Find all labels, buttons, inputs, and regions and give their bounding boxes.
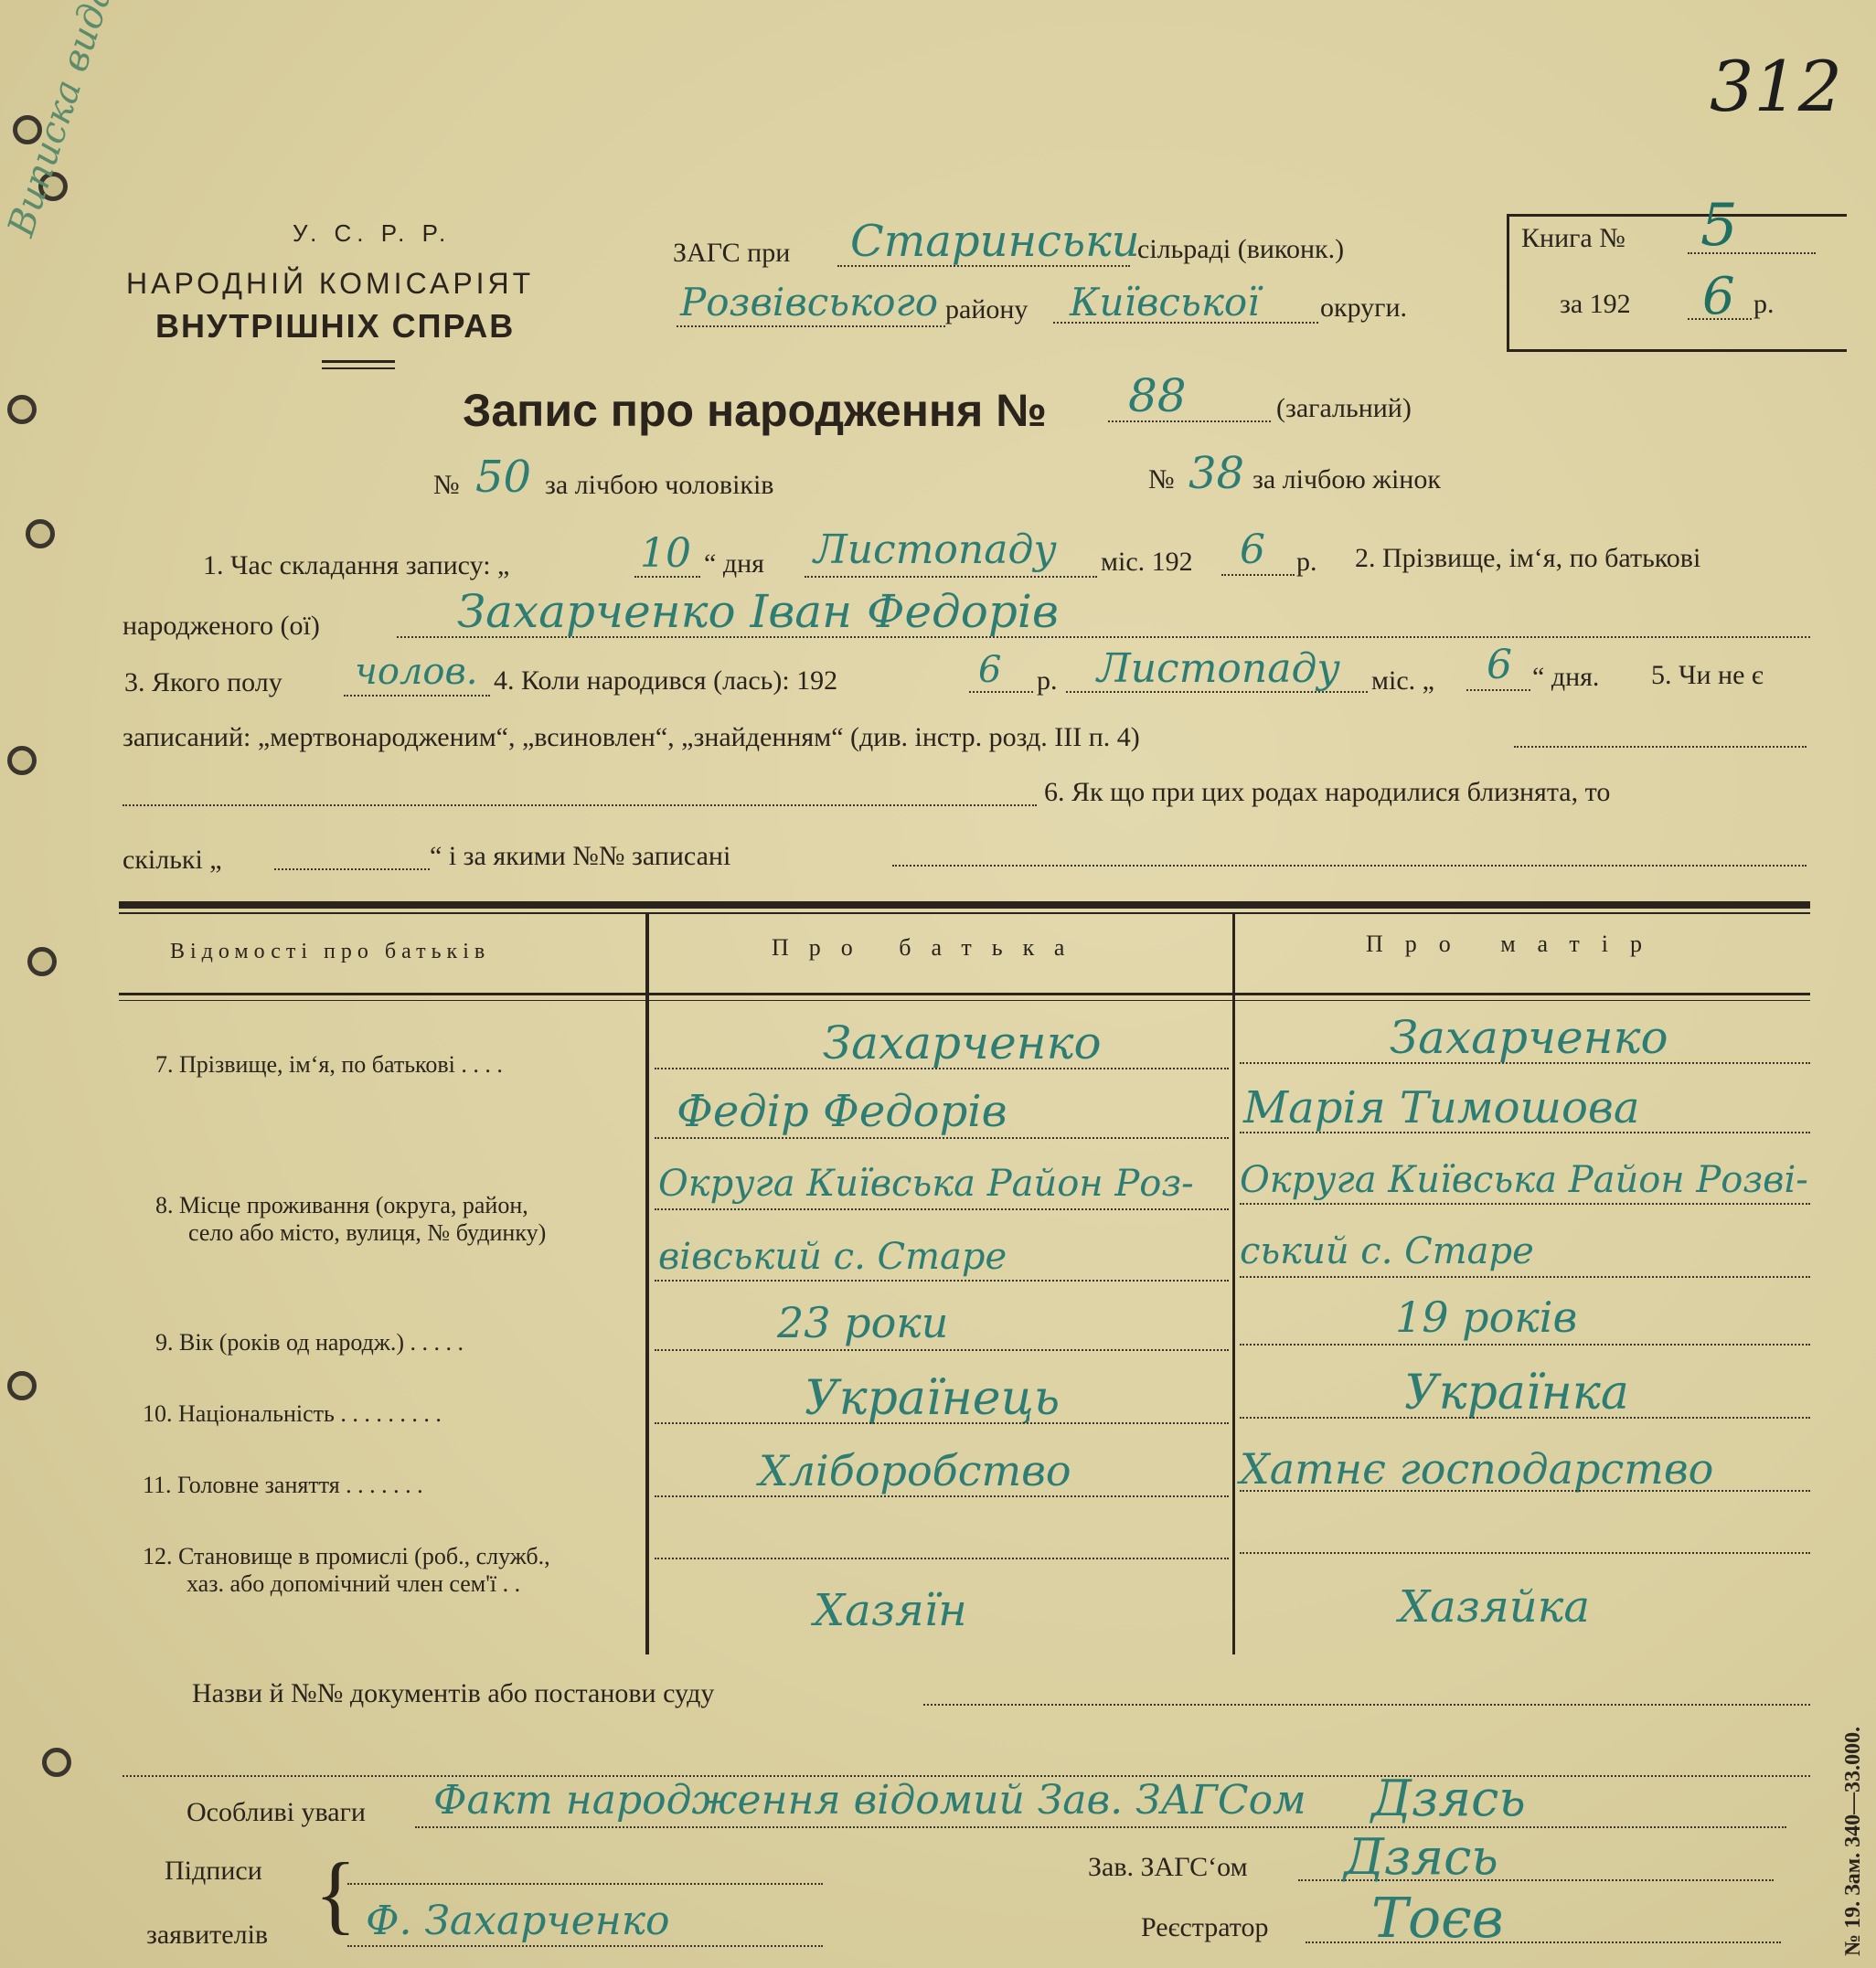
table-row-11-label: 11. Головне заняття . . . . . . . bbox=[143, 1472, 423, 1498]
field-3-field bbox=[344, 695, 490, 697]
table-row-8-father-line-2 bbox=[655, 1280, 1229, 1282]
field-1-year-value: 6 bbox=[1240, 527, 1265, 573]
header-rule bbox=[322, 367, 395, 369]
field-4-year-value: 6 bbox=[978, 649, 1002, 691]
registrar-signature: Тоєв bbox=[1371, 1887, 1504, 1951]
notes-field bbox=[415, 1826, 1786, 1828]
table-row-8-label: 8. Місце проживання (округа, район, bbox=[155, 1192, 528, 1218]
signatures-label: Підписи bbox=[165, 1856, 262, 1886]
binder-hole bbox=[42, 1748, 71, 1777]
field-1-month-value: Листопаду bbox=[814, 527, 1057, 573]
field-4-label: 4. Коли народився (лась): 192 bbox=[494, 665, 838, 696]
table-row-12-mother-line bbox=[1240, 1552, 1810, 1554]
men-count-prefix: № bbox=[433, 470, 460, 500]
field-1-year-field bbox=[1221, 574, 1295, 576]
table-row-10-mother: Українка bbox=[1404, 1366, 1629, 1420]
table-row-10-father-line bbox=[655, 1422, 1229, 1424]
men-count-value: 50 bbox=[475, 452, 532, 503]
zags-okruha-value: Київської bbox=[1070, 280, 1260, 324]
women-count-label: за лічбою жінок bbox=[1252, 464, 1441, 495]
table-row-11-mother-line bbox=[1240, 1490, 1810, 1492]
page-title: Запис про народження № bbox=[463, 385, 1047, 436]
book-box-top bbox=[1507, 214, 1847, 217]
documents-field bbox=[923, 1704, 1810, 1706]
header-ussr: У. С. Р. Р. bbox=[293, 219, 452, 247]
field-1-month-field bbox=[805, 576, 1097, 578]
table-row-10-label: 10. Національність . . . . . . . . . bbox=[143, 1400, 442, 1427]
field-4-day-value: 6 bbox=[1487, 642, 1512, 688]
applicants-label: заявителів bbox=[146, 1920, 269, 1950]
table-row-12-label: 12. Становище в промислі (роб., служб., bbox=[143, 1543, 550, 1569]
table-col-divider-1 bbox=[645, 914, 649, 1654]
zags-okruha-suffix: округи. bbox=[1320, 293, 1408, 323]
field-3-label: 3. Якого полу bbox=[124, 667, 282, 697]
table-row-11-father: Хліборобство bbox=[759, 1446, 1071, 1495]
field-1-month-suffix: міс. 192 bbox=[1101, 547, 1193, 577]
print-info: № 19. Зам. 340—33.000. bbox=[1841, 1726, 1865, 1956]
field-2-label-cont: народженого (ої) bbox=[123, 611, 320, 641]
header-commissariat: НАРОДНІЙ КОМІСАРІЯТ bbox=[126, 267, 535, 300]
field-1-year-suffix: р. bbox=[1296, 547, 1317, 577]
table-row-8-father-1: Округа Київська Район Роз- bbox=[658, 1163, 1194, 1205]
table-row-7-father-line-2 bbox=[655, 1137, 1229, 1139]
header-ministry: ВНУТРІШНІХ СПРАВ bbox=[155, 307, 516, 345]
table-row-8-father-line bbox=[655, 1208, 1229, 1210]
women-count-prefix: № bbox=[1148, 464, 1175, 495]
table-row-9-label: 9. Вік (років од народж.) . . . . . bbox=[155, 1329, 464, 1356]
documents-label: Назви й №№ документів або постанови суду bbox=[192, 1678, 715, 1708]
table-row-12-mother: Хазяйка bbox=[1399, 1581, 1590, 1633]
archive-number: 312 bbox=[1710, 46, 1843, 127]
zags-village-suffix: сільраді (виконк.) bbox=[1137, 234, 1345, 264]
table-row-8-mother-2: ський с. Старе bbox=[1240, 1230, 1534, 1272]
zags-village-value: Старинськи bbox=[850, 216, 1140, 267]
book-year-suffix: р. bbox=[1753, 289, 1775, 319]
field-4-day-field bbox=[1466, 689, 1530, 691]
table-row-10-mother-line bbox=[1240, 1417, 1810, 1419]
table-row-7-mother-2: Марія Тимошова bbox=[1243, 1082, 1640, 1133]
field-1-label: 1. Час складання запису: „ bbox=[203, 550, 510, 580]
table-header-rule-thin bbox=[119, 1000, 1810, 1001]
field-5-label: 5. Чи не є bbox=[1651, 660, 1764, 690]
book-number-value: 5 bbox=[1700, 192, 1738, 260]
zags-prefix: ЗАГС при bbox=[673, 238, 791, 268]
field-4-day-suffix: “ дня. bbox=[1532, 662, 1600, 692]
header-rule bbox=[322, 360, 395, 363]
field-3-value: чолов. bbox=[355, 651, 478, 693]
table-col3-header: Про матір bbox=[1366, 931, 1665, 957]
notes-value: Факт народження відомий Зав. ЗАГСом bbox=[433, 1777, 1306, 1824]
binder-hole bbox=[27, 947, 57, 976]
field-5-field bbox=[1514, 746, 1807, 748]
field-6-label-cont: скількі „ bbox=[123, 845, 222, 875]
field-4-year-field bbox=[969, 691, 1033, 693]
book-label: Книга № bbox=[1521, 223, 1626, 253]
table-row-7-father-2: Федір Федорів bbox=[677, 1086, 1007, 1137]
field-2-label: 2. Прізвище, ім‘я, по батькові bbox=[1355, 543, 1701, 573]
binder-hole bbox=[7, 1371, 37, 1400]
table-col1-header: Відомості про батьків bbox=[170, 940, 491, 963]
book-year-prefix: за 192 bbox=[1560, 289, 1631, 319]
book-box-bottom bbox=[1507, 349, 1847, 352]
binder-hole bbox=[7, 746, 37, 775]
registrar-label: Реєстратор bbox=[1141, 1912, 1269, 1942]
head-signature: Дзясь bbox=[1344, 1828, 1498, 1886]
binder-hole bbox=[26, 519, 55, 548]
table-row-8-mother-line-2 bbox=[1240, 1276, 1810, 1278]
notes-label: Особливі уваги bbox=[187, 1797, 366, 1827]
table-top-rule bbox=[119, 901, 1810, 909]
table-row-8-mother-1: Округа Київська Район Розві- bbox=[1240, 1159, 1808, 1201]
table-row-7-father-1: Захарченко bbox=[823, 1016, 1102, 1069]
applicant-line-2 bbox=[347, 1945, 823, 1947]
applicants-brace: { bbox=[314, 1845, 357, 1942]
table-row-9-father: 23 роки bbox=[777, 1298, 949, 1347]
table-row-9-father-line bbox=[655, 1349, 1229, 1351]
table-row-7-mother-line-2 bbox=[1240, 1132, 1810, 1133]
table-row-12-label-2: хаз. або допомічний член сем'ї . . bbox=[187, 1570, 521, 1597]
table-row-7-mother-1: Захарченко bbox=[1390, 1011, 1668, 1064]
field-6-numbers-field bbox=[892, 865, 1807, 867]
table-row-12-father: Хазяїн bbox=[814, 1585, 967, 1636]
table-top-rule-thin bbox=[119, 912, 1810, 914]
table-col-divider-2 bbox=[1232, 914, 1235, 1654]
binder-hole bbox=[7, 395, 37, 424]
men-count-label: за лічбою чоловіків bbox=[545, 470, 774, 500]
table-row-11-mother: Хатнє господарство bbox=[1240, 1444, 1714, 1494]
applicant-signature: Ф. Захарченко bbox=[366, 1898, 670, 1944]
title-number-value: 88 bbox=[1128, 369, 1187, 422]
table-row-7-mother-line bbox=[1240, 1062, 1810, 1064]
table-row-7-father-line bbox=[655, 1068, 1229, 1069]
table-row-8-label-2: село або місто, вулиця, № будинку) bbox=[188, 1219, 547, 1246]
book-box-left bbox=[1507, 214, 1509, 351]
table-row-7-label: 7. Прізвище, ім‘я, по батькові . . . . bbox=[155, 1051, 503, 1078]
table-row-11-father-line bbox=[655, 1495, 1229, 1497]
book-year-value: 6 bbox=[1702, 267, 1735, 326]
notes-signature: Дзясь bbox=[1371, 1770, 1526, 1827]
zags-district-value: Розвівського bbox=[680, 280, 939, 324]
field-4-year-suffix: р. bbox=[1037, 665, 1058, 696]
field-5-label-cont: записаний: „мертвонародженим“, „всиновлен“, „знайденням“ (див. інстр. розд. III п. 4) bbox=[123, 722, 1140, 752]
field-4-month-suffix: міс. „ bbox=[1371, 665, 1434, 696]
field-6-count-field bbox=[274, 868, 430, 870]
field-1-day-suffix: “ дня bbox=[704, 548, 764, 579]
field-4-month-value: Листопаду bbox=[1097, 645, 1340, 692]
table-row-8-mother-line bbox=[1240, 1203, 1810, 1205]
table-col2-header: Про батька bbox=[772, 934, 1085, 961]
table-row-9-mother: 19 років bbox=[1395, 1292, 1578, 1342]
table-header-rule bbox=[119, 993, 1810, 995]
field-6-label: 6. Як що при цих родах народилися близнята, то bbox=[1044, 777, 1611, 807]
field-1-day-value: 10 bbox=[640, 530, 691, 577]
field-6-label-mid: “ і за якими №№ записані bbox=[430, 841, 731, 871]
table-row-8-father-2: вівський с. Старе bbox=[658, 1236, 1007, 1278]
field-2-value: Захарченко Іван Федорів bbox=[457, 585, 1059, 638]
applicant-line-1 bbox=[347, 1883, 823, 1885]
title-suffix: (загальний) bbox=[1276, 393, 1412, 423]
head-label: Зав. ЗАГС‘ом bbox=[1088, 1852, 1248, 1882]
zags-district-field bbox=[677, 325, 945, 327]
women-count-value: 38 bbox=[1188, 448, 1245, 499]
zags-district-suffix: району bbox=[945, 294, 1029, 324]
table-row-12-father-line bbox=[655, 1558, 1229, 1559]
table-row-10-father: Українець bbox=[805, 1371, 1061, 1426]
field-5-field-line2 bbox=[123, 804, 1037, 806]
table-row-9-mother-line bbox=[1240, 1344, 1810, 1346]
